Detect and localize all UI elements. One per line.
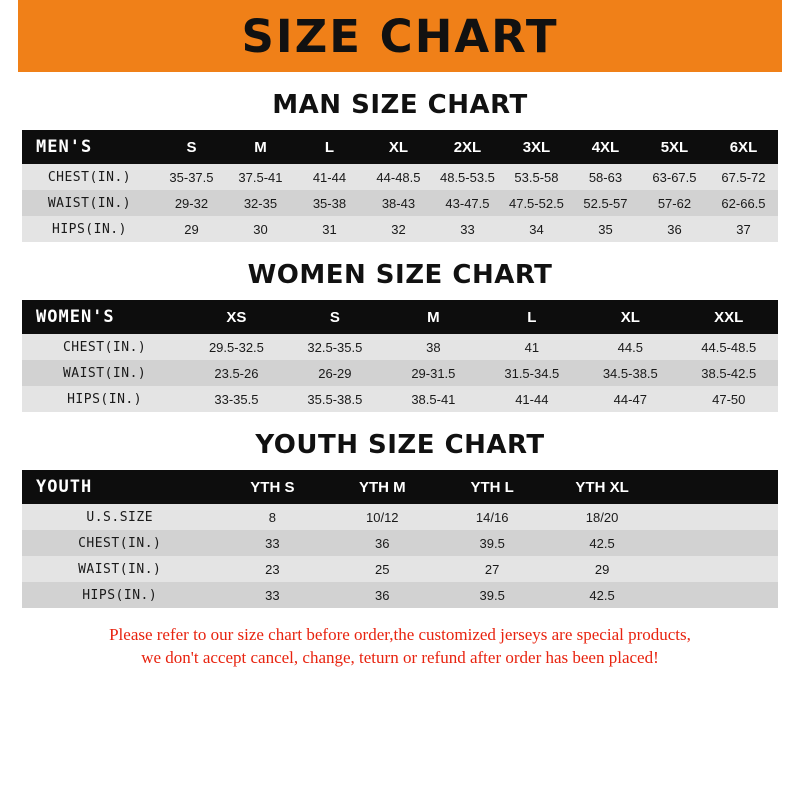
women-cell-1-2: 29-31.5 — [384, 360, 482, 386]
men-col-0: S — [157, 130, 226, 164]
page-title: SIZE CHART — [241, 9, 559, 63]
youth-cell-3-spacer — [657, 582, 778, 608]
youth-cell-3-0: 33 — [217, 582, 327, 608]
youth-row-label-2: WAIST(IN.) — [22, 556, 217, 582]
men-col-8: 6XL — [709, 130, 778, 164]
women-col-1: S — [286, 300, 384, 334]
men-cell-1-0: 29-32 — [157, 190, 226, 216]
men-cell-0-5: 53.5-58 — [502, 164, 571, 190]
section-title-women: WOMEN SIZE CHART — [247, 260, 553, 290]
youth-cell-0-1: 10/12 — [327, 504, 437, 530]
women-row-label-0: CHEST(IN.) — [22, 334, 187, 360]
women-row-label-1: WAIST(IN.) — [22, 360, 187, 386]
table-row — [22, 164, 778, 190]
women-cell-1-5: 38.5-42.5 — [680, 360, 778, 386]
men-cell-2-0: 29 — [157, 216, 226, 242]
table-row — [22, 190, 778, 216]
youth-size-table — [22, 470, 778, 608]
banner-right-strip — [782, 0, 800, 72]
youth-cell-0-spacer — [657, 504, 778, 530]
youth-row-header: YOUTH — [22, 470, 217, 504]
men-col-3: XL — [364, 130, 433, 164]
men-cell-2-7: 36 — [640, 216, 709, 242]
men-cell-0-4: 48.5-53.5 — [433, 164, 502, 190]
men-cell-0-8: 67.5-72 — [709, 164, 778, 190]
men-size-table — [22, 130, 778, 242]
table-row — [22, 504, 778, 530]
men-row-label-1: WAIST(IN.) — [22, 190, 157, 216]
footer-line-2: we don't accept cancel, change, teturn or refund after order has been placed! — [141, 647, 659, 667]
table-row — [22, 530, 778, 556]
youth-col-3: YTH XL — [547, 470, 657, 504]
men-cell-2-3: 32 — [364, 216, 433, 242]
women-cell-2-1: 35.5-38.5 — [286, 386, 384, 412]
youth-cell-2-spacer — [657, 556, 778, 582]
banner-left-strip — [0, 0, 18, 72]
women-col-3: L — [483, 300, 581, 334]
youth-cell-0-3: 18/20 — [547, 504, 657, 530]
men-cell-2-2: 31 — [295, 216, 364, 242]
table-header-row — [22, 470, 778, 504]
men-col-2: L — [295, 130, 364, 164]
chart-content — [0, 90, 800, 678]
header-banner — [0, 0, 800, 72]
men-cell-0-6: 58-63 — [571, 164, 640, 190]
table-row — [22, 582, 778, 608]
youth-table-body — [22, 504, 778, 608]
men-cell-1-6: 52.5-57 — [571, 190, 640, 216]
table-header-row — [22, 300, 778, 334]
youth-row-label-3: HIPS(IN.) — [22, 582, 217, 608]
women-cell-2-0: 33-35.5 — [187, 386, 285, 412]
men-cell-1-5: 47.5-52.5 — [502, 190, 571, 216]
men-cell-0-0: 35-37.5 — [157, 164, 226, 190]
youth-cell-1-2: 39.5 — [437, 530, 547, 556]
women-cell-2-3: 41-44 — [483, 386, 581, 412]
women-cell-2-5: 47-50 — [680, 386, 778, 412]
section-title-men: MAN SIZE CHART — [272, 90, 528, 120]
youth-cell-2-0: 23 — [217, 556, 327, 582]
men-row-header: MEN'S — [22, 130, 157, 164]
youth-cell-2-2: 27 — [437, 556, 547, 582]
youth-table-head — [22, 470, 778, 504]
men-cell-2-5: 34 — [502, 216, 571, 242]
men-cell-0-7: 63-67.5 — [640, 164, 709, 190]
youth-col-spacer — [657, 470, 778, 504]
men-cell-2-8: 37 — [709, 216, 778, 242]
men-row-label-0: CHEST(IN.) — [22, 164, 157, 190]
men-cell-1-1: 32-35 — [226, 190, 295, 216]
women-table-body — [22, 334, 778, 412]
youth-row-label-1: CHEST(IN.) — [22, 530, 217, 556]
women-row-header: WOMEN'S — [22, 300, 187, 334]
women-col-2: M — [384, 300, 482, 334]
women-col-0: XS — [187, 300, 285, 334]
youth-cell-0-2: 14/16 — [437, 504, 547, 530]
table-header-row — [22, 130, 778, 164]
women-col-4: XL — [581, 300, 679, 334]
women-cell-0-3: 41 — [483, 334, 581, 360]
men-cell-1-2: 35-38 — [295, 190, 364, 216]
youth-cell-3-1: 36 — [327, 582, 437, 608]
women-cell-2-4: 44-47 — [581, 386, 679, 412]
youth-cell-1-spacer — [657, 530, 778, 556]
women-table-head — [22, 300, 778, 334]
youth-cell-0-0: 8 — [217, 504, 327, 530]
men-col-4: 2XL — [433, 130, 502, 164]
table-row — [22, 386, 778, 412]
footer-note — [22, 624, 778, 678]
men-col-7: 5XL — [640, 130, 709, 164]
youth-col-2: YTH L — [437, 470, 547, 504]
men-cell-0-1: 37.5-41 — [226, 164, 295, 190]
women-row-label-2: HIPS(IN.) — [22, 386, 187, 412]
men-cell-1-4: 43-47.5 — [433, 190, 502, 216]
men-cell-1-3: 38-43 — [364, 190, 433, 216]
men-row-label-2: HIPS(IN.) — [22, 216, 157, 242]
men-cell-1-8: 62-66.5 — [709, 190, 778, 216]
youth-cell-2-1: 25 — [327, 556, 437, 582]
women-cell-1-4: 34.5-38.5 — [581, 360, 679, 386]
youth-cell-1-3: 42.5 — [547, 530, 657, 556]
youth-cell-1-0: 33 — [217, 530, 327, 556]
men-table-head — [22, 130, 778, 164]
men-col-5: 3XL — [502, 130, 571, 164]
men-cell-0-3: 44-48.5 — [364, 164, 433, 190]
youth-cell-3-2: 39.5 — [437, 582, 547, 608]
youth-cell-2-3: 29 — [547, 556, 657, 582]
men-table-body — [22, 164, 778, 242]
footer-line-1: Please refer to our size chart before order,the customized jerseys are special products, — [109, 625, 691, 644]
men-cell-0-2: 41-44 — [295, 164, 364, 190]
women-cell-1-1: 26-29 — [286, 360, 384, 386]
men-cell-2-1: 30 — [226, 216, 295, 242]
youth-col-0: YTH S — [217, 470, 327, 504]
women-cell-0-2: 38 — [384, 334, 482, 360]
women-cell-0-0: 29.5-32.5 — [187, 334, 285, 360]
table-row — [22, 334, 778, 360]
table-row — [22, 216, 778, 242]
women-cell-0-1: 32.5-35.5 — [286, 334, 384, 360]
men-col-6: 4XL — [571, 130, 640, 164]
youth-col-1: YTH M — [327, 470, 437, 504]
men-cell-2-4: 33 — [433, 216, 502, 242]
women-cell-0-5: 44.5-48.5 — [680, 334, 778, 360]
women-cell-1-3: 31.5-34.5 — [483, 360, 581, 386]
men-cell-1-7: 57-62 — [640, 190, 709, 216]
women-cell-0-4: 44.5 — [581, 334, 679, 360]
women-cell-1-0: 23.5-26 — [187, 360, 285, 386]
men-cell-2-6: 35 — [571, 216, 640, 242]
women-col-5: XXL — [680, 300, 778, 334]
table-row — [22, 556, 778, 582]
youth-cell-1-1: 36 — [327, 530, 437, 556]
youth-cell-3-3: 42.5 — [547, 582, 657, 608]
women-size-table — [22, 300, 778, 412]
youth-row-label-0: U.S.SIZE — [22, 504, 217, 530]
table-row — [22, 360, 778, 386]
men-col-1: M — [226, 130, 295, 164]
women-cell-2-2: 38.5-41 — [384, 386, 482, 412]
section-title-youth: YOUTH SIZE CHART — [255, 430, 545, 460]
